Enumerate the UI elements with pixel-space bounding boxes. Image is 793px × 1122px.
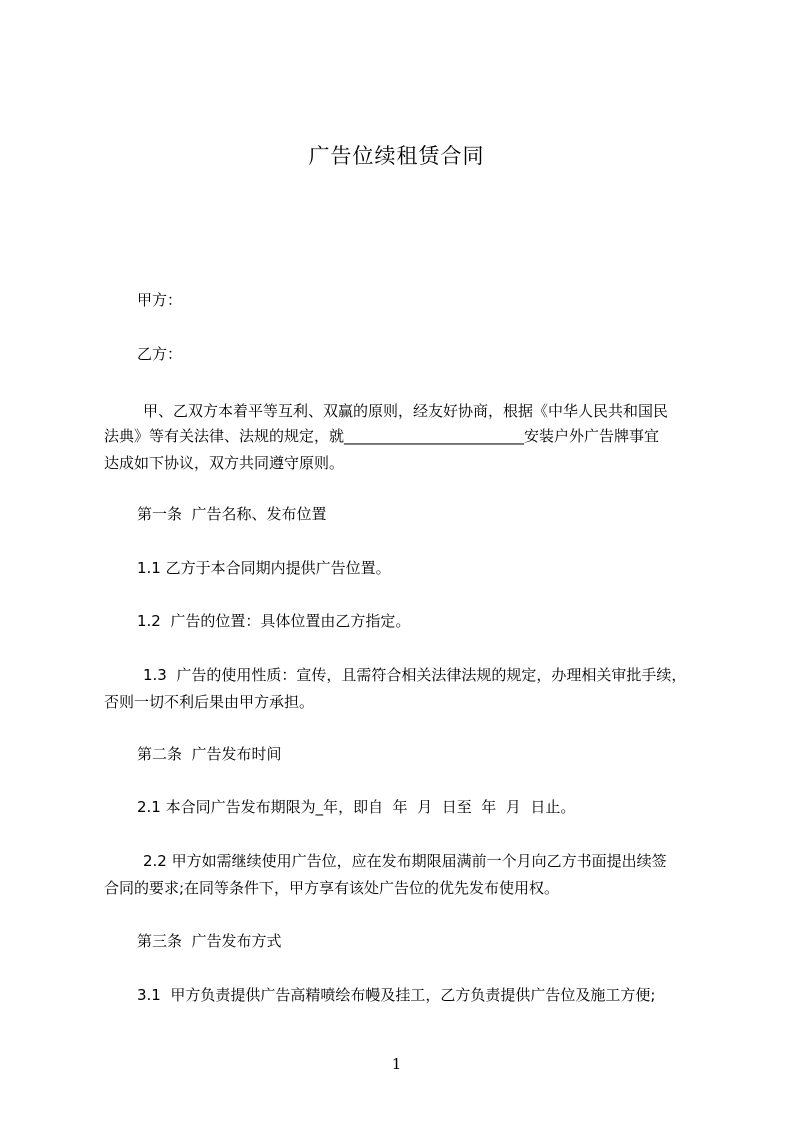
clause-1-2: 1.2 广告的位置：具体位置由乙方指定。 — [137, 612, 411, 630]
clause-1-1: 1.1 乙方于本合同期内提供广告位置。 — [137, 559, 391, 577]
article-2-heading: 第二条 广告发布时间 — [137, 745, 282, 763]
party-b-label: 乙方： — [137, 345, 183, 363]
party-a-label: 甲方： — [137, 291, 183, 309]
clause-3-1: 3.1 甲方负责提供广告高精喷绘布幔及挂工，乙方负责提供广告位及施工方便; — [137, 986, 656, 1004]
preamble-line-2: 法典》等有关法律、法规的规定，就________________________安装户外广告牌事宜 — [104, 427, 660, 445]
article-1-heading: 第一条 广告名称、发布位置 — [137, 505, 327, 523]
document-title: 广告位续租赁合同 — [308, 144, 485, 168]
clause-2-2-line-2: 合同的要求;在同等条件下，甲方享有该处广告位的优先发布使用权。 — [104, 879, 560, 897]
clause-2-2-line-1: 2.2 甲方如需继续使用广告位，应在发布期限届满前一个月向乙方书面提出续签 — [143, 852, 667, 870]
preamble-line-1: 甲、乙双方本着平等互利、双赢的原则，经友好协商，根据《中华人民共和国民 — [143, 402, 669, 420]
clause-1-3-line-1: 1.3 广告的使用性质：宣传，且需符合相关法律法规的规定，办理相关审批手续， — [143, 666, 687, 684]
preamble-line-3: 达成如下协议，双方共同遵守原则。 — [104, 454, 345, 472]
clause-2-1: 2.1 本合同广告发布期限为_年，即自 年 月 日至 年 月 日止。 — [137, 798, 576, 816]
page-number: 1 — [391, 1055, 402, 1073]
article-3-heading: 第三条 广告发布方式 — [137, 932, 282, 950]
clause-1-3-line-2: 否则一切不利后果由甲方承担。 — [104, 693, 315, 711]
